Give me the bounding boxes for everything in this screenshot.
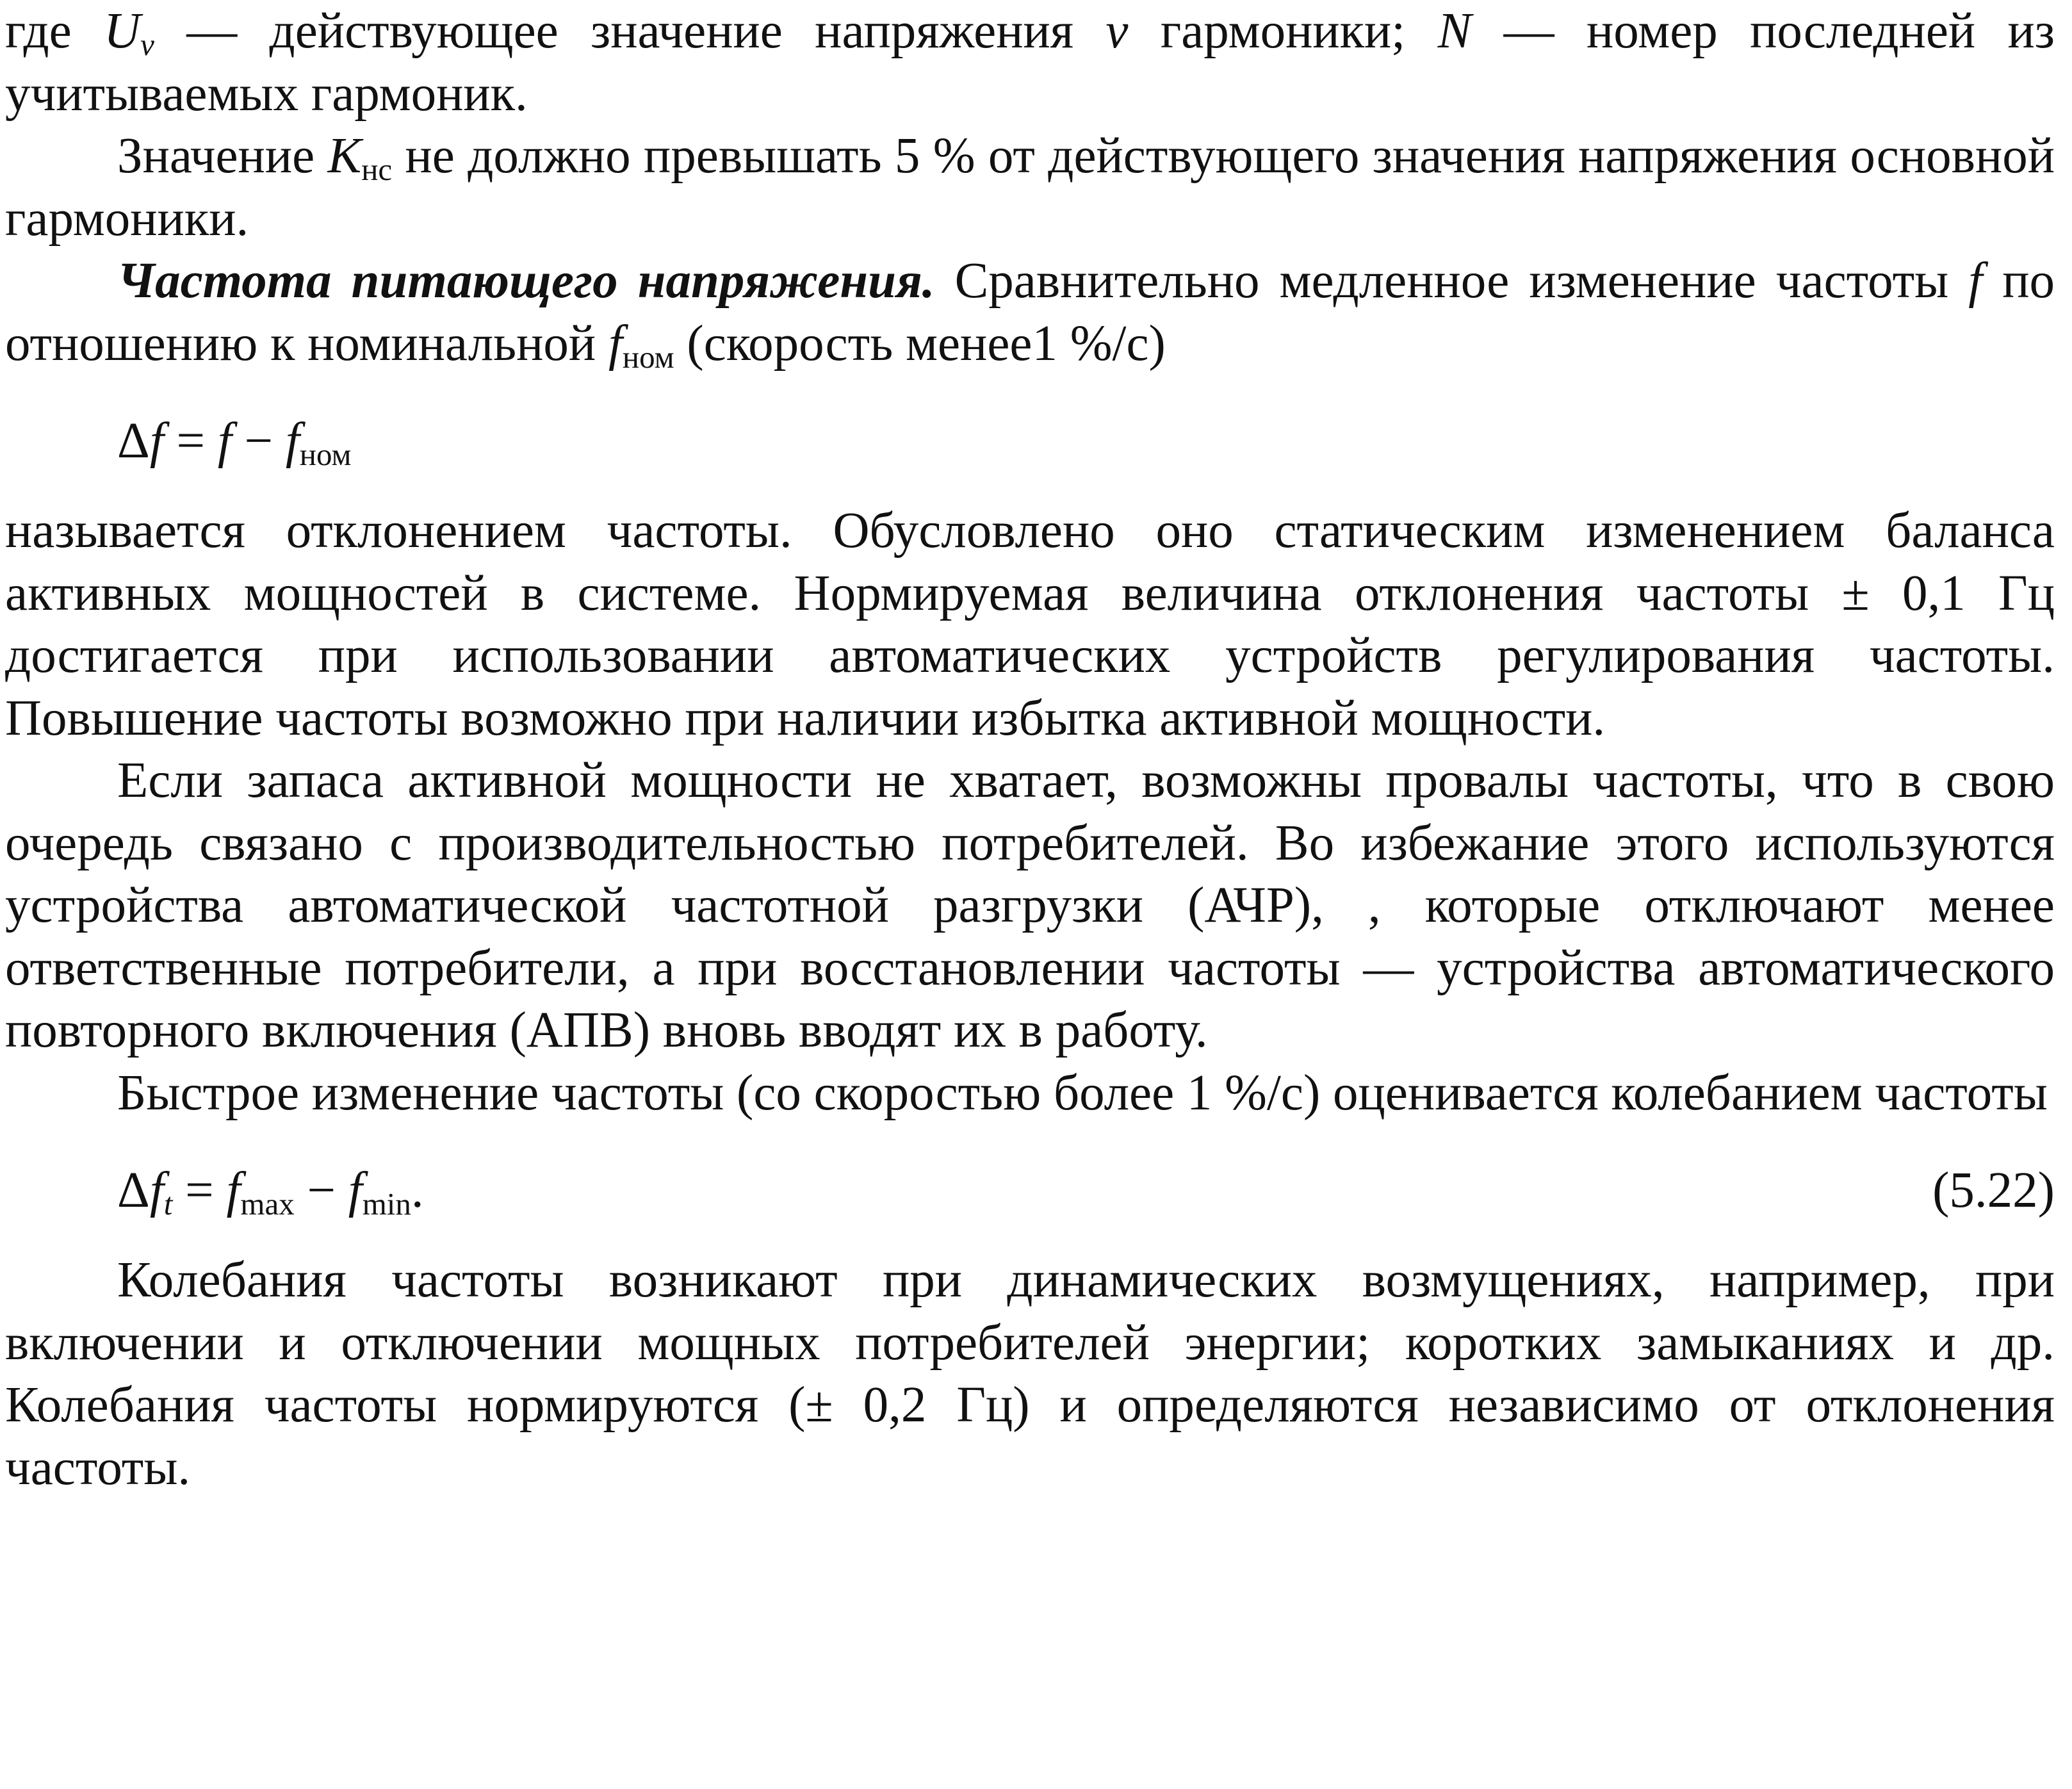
sub-nc: нс: [361, 152, 393, 188]
text: не должно превышать 5 % от действующего значения напряжения основной гармоники.: [5, 128, 2055, 247]
var-f: f: [226, 1163, 241, 1218]
formula-expression: [117, 1159, 424, 1222]
var-k: K: [327, 128, 362, 184]
formula-expression: [117, 410, 352, 473]
delta-symbol: Δ: [117, 413, 150, 469]
var-f-nom: f: [608, 315, 623, 372]
var-f: f: [1968, 253, 1983, 309]
text: — действующее значение напряжения: [154, 3, 1106, 59]
text: — номер последней из учитываемых гармоник.: [5, 3, 2055, 122]
sub-t: t: [163, 1186, 173, 1222]
equation-number: (5.22): [1932, 1163, 2055, 1218]
equals-sign: =: [176, 413, 206, 469]
text: где: [5, 3, 104, 59]
minus-sign: −: [307, 1163, 336, 1218]
var-f: f: [348, 1163, 363, 1218]
var-u: U: [104, 3, 141, 59]
minus-sign: −: [244, 413, 273, 469]
sub-nom: ном: [622, 339, 674, 375]
text: по отношению к номинальной: [5, 253, 2055, 372]
var-n: N: [1437, 3, 1472, 59]
formula-frequency-swing: [5, 1124, 2055, 1249]
sub-v: v: [140, 27, 154, 63]
paragraph-fast-change: Быстрое изменение частоты (со скоростью более 1 %/с) оценивается колебанием частоты: [117, 1065, 2048, 1121]
sub-max: max: [240, 1186, 295, 1222]
var-f: f: [149, 413, 164, 469]
paragraph-frequency-oscillations: Колебания частоты возникают при динамических возмущениях, например, при включении и отключении мощных потребителей энергии; коротких замыканиях и др. Колебания частоты нормируются (± 0,2 Гц) и определяются независимо от отклонения частоты.: [5, 1252, 2055, 1496]
paragraph-harmonic-definitions: [5, 0, 2055, 125]
paragraph-frequency-heading: [5, 250, 2055, 375]
sub-nom: ном: [299, 437, 352, 473]
var-f: f: [285, 413, 300, 469]
text: Значение: [117, 128, 328, 184]
text: гармоники;: [1128, 3, 1438, 59]
section-heading: Частота питающего напряжения.: [117, 253, 935, 309]
delta-symbol: Δ: [117, 1163, 150, 1218]
paragraph-knc-limit: [5, 125, 2055, 250]
equals-sign: =: [185, 1163, 214, 1218]
var-f: f: [217, 413, 232, 469]
var-f: f: [149, 1163, 164, 1218]
sub-min: min: [362, 1186, 411, 1222]
period: .: [411, 1163, 424, 1218]
paragraph-frequency-dips: Если запаса активной мощности не хватает, возможны провалы частоты, что в свою очередь связано с производительностью потребителей. Во избежание этого используются устройства автоматической частотной разгрузки (АЧР), , которые отключают менее ответственные потребители, а при восстановлении частоты — устройства автоматического повторного включения (АПВ) вновь вводят их в работу.: [5, 753, 2055, 1058]
var-v: v: [1105, 3, 1129, 59]
document-page: [5, 0, 2055, 1789]
text: (скорость менее1 %/с): [674, 315, 1166, 372]
text: Сравнительно медленное изменение частоты: [934, 253, 1969, 309]
formula-frequency-deviation: [5, 375, 2055, 500]
paragraph-frequency-deviation: называется отклонением частоты. Обусловлено оно статическим изменением баланса активных мощностей в системе. Нормируемая величина отклонения частоты ± 0,1 Гц достигается при использовании автоматических устройств регулирования частоты. Повышение частоты возможно при наличии избытка активной мощности.: [5, 503, 2055, 746]
